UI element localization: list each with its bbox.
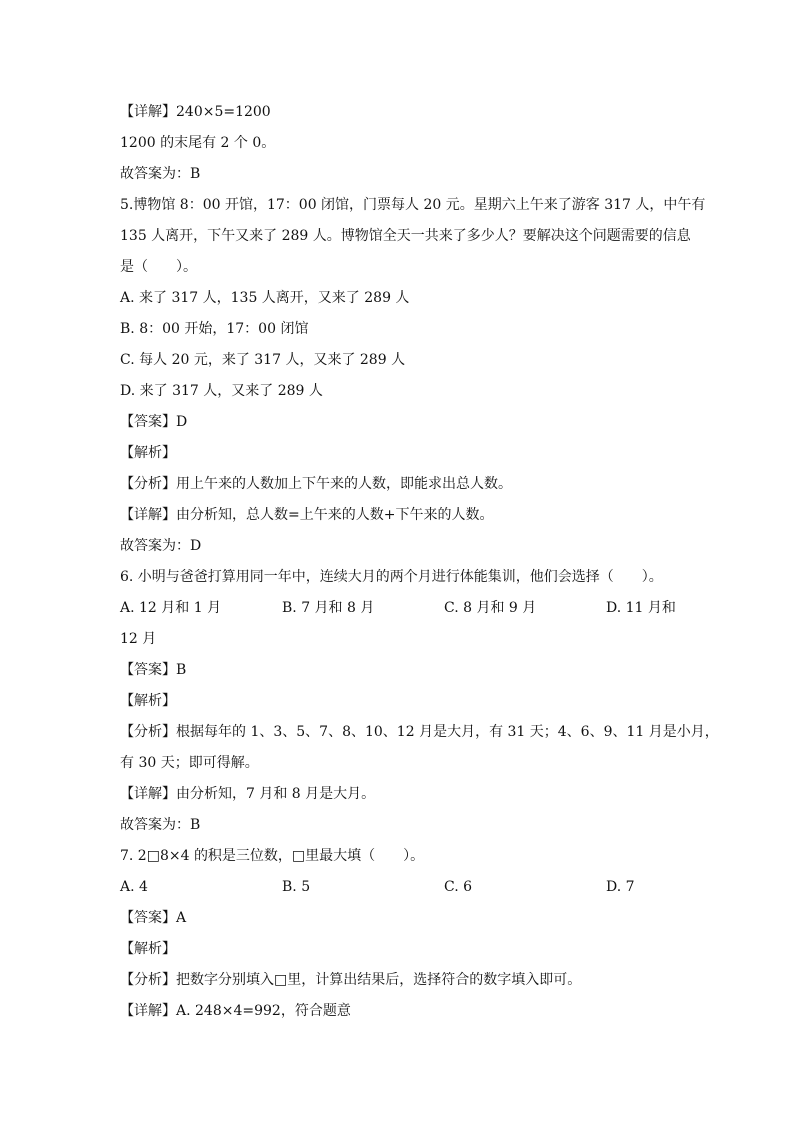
answer-conclusion: 故答案为：B	[120, 166, 201, 182]
question-7-option-b: B. 5	[282, 879, 311, 895]
analysis-heading: 【解析】	[120, 445, 176, 461]
detail-line: 【详解】由分析知，7 月和 8 月是大月。	[120, 786, 376, 802]
analysis-heading: 【解析】	[120, 693, 176, 709]
analysis-line: 【分析】用上午来的人数加上下午来的人数，即能求出总人数。	[120, 476, 512, 492]
question-6-option-a: A. 12 月和 1 月	[120, 600, 222, 616]
detail-line: 【详解】240×5=1200	[120, 104, 271, 120]
question-6-option-c: C. 8 月和 9 月	[444, 600, 537, 616]
answer-label: 【答案】B	[120, 662, 187, 678]
question-6-text: 6. 小明与爸爸打算用同一年中，连续大月的两个月进行体能集训，他们会选择（ ）。	[120, 569, 663, 585]
question-6-option-d: D. 11 月和	[606, 600, 676, 616]
detail-line: 【详解】A. 248×4=992，符合题意	[120, 1003, 351, 1019]
analysis-heading: 【解析】	[120, 941, 176, 957]
answer-label: 【答案】D	[120, 414, 188, 430]
question-5-text: 135 人离开，下午又来了 289 人。博物馆全天一共来了多少人？要解决这个问题需要的信息	[120, 228, 691, 244]
question-5-option-a: A. 来了 317 人，135 人离开，又来了 289 人	[120, 290, 410, 306]
detail-line: 1200 的末尾有 2 个 0。	[120, 135, 276, 151]
question-5-option-b: B. 8：00 开始，17：00 闭馆	[120, 321, 309, 337]
analysis-line: 【分析】根据每年的 1、3、5、7、8、10、12 月是大月，有 31 天；4、6、9、11 月是小月，	[120, 724, 719, 740]
question-5-option-d: D. 来了 317 人，又来了 289 人	[120, 383, 323, 399]
analysis-line: 有 30 天；即可得解。	[120, 755, 259, 771]
detail-line: 【详解】由分析知，总人数=上午来的人数+下午来的人数。	[120, 507, 494, 523]
question-6-option-b: B. 7 月和 8 月	[282, 600, 375, 616]
question-5-option-c: C. 每人 20 元，来了 317 人，又来了 289 人	[120, 352, 406, 368]
question-5-text: 是（ ）。	[120, 259, 197, 275]
analysis-line: 【分析】把数字分别填入□里，计算出结果后，选择符合的数字填入即可。	[120, 972, 582, 988]
question-7-text: 7. 2□8×4 的积是三位数，□里最大填（ ）。	[120, 848, 425, 864]
answer-conclusion: 故答案为：D	[120, 538, 202, 554]
answer-label: 【答案】A	[120, 910, 187, 926]
question-5-text: 5.博物馆 8：00 开馆，17：00 闭馆，门票每人 20 元。星期六上午来了游客 317 人，中午有	[120, 197, 706, 213]
answer-conclusion: 故答案为：B	[120, 817, 201, 833]
question-6-option-d-continued: 12 月	[120, 631, 157, 647]
question-7-option-c: C. 6	[444, 879, 473, 895]
question-7-option-a: A. 4	[120, 879, 148, 895]
question-7-option-d: D. 7	[606, 879, 635, 895]
